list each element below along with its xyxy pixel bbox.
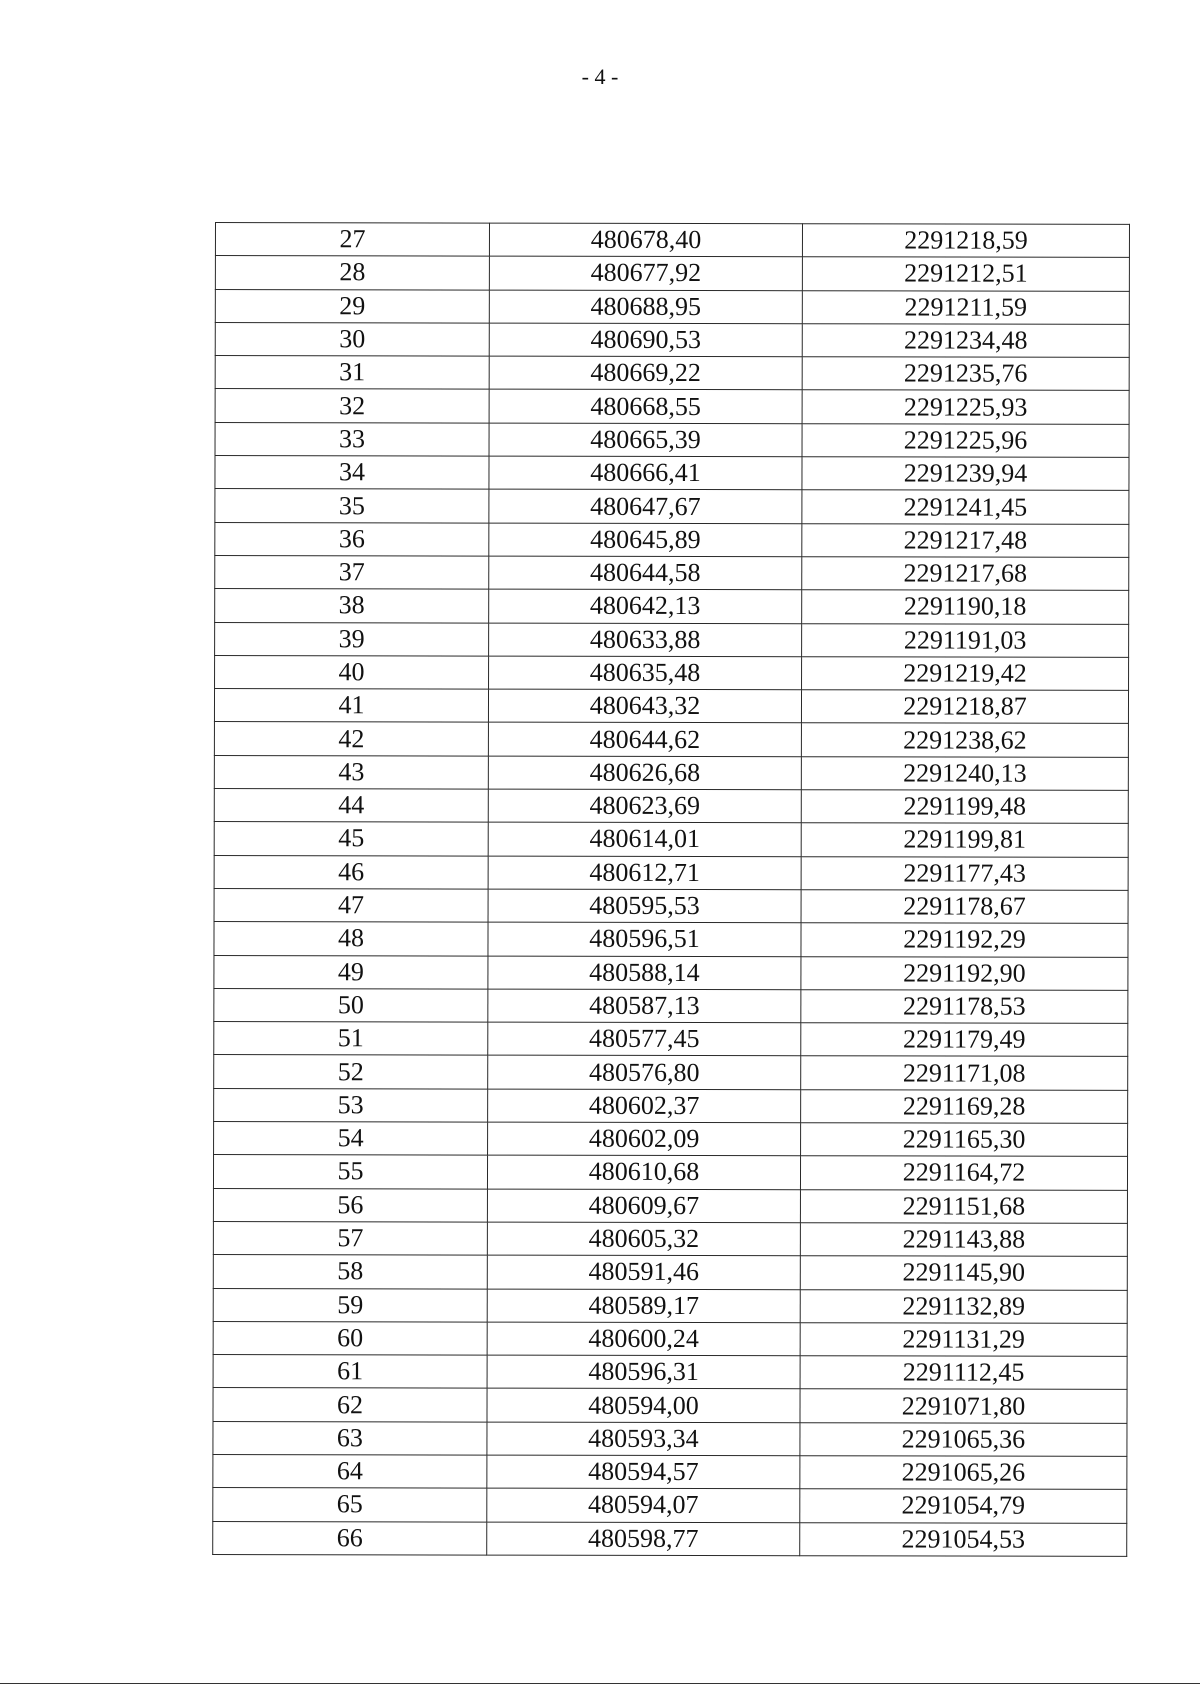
y-coordinate-cell: 2291211,59	[802, 290, 1129, 324]
table-row	[213, 1255, 1127, 1290]
point-number-cell: 59	[213, 1288, 487, 1322]
table-row	[213, 1355, 1127, 1390]
y-coordinate-cell: 2291054,53	[800, 1522, 1127, 1556]
x-coordinate-cell: 480602,37	[488, 1089, 801, 1123]
point-number-cell: 32	[215, 389, 489, 423]
y-coordinate-cell: 2291169,28	[801, 1089, 1128, 1123]
x-coordinate-cell: 480614,01	[488, 822, 801, 856]
y-coordinate-cell: 2291239,94	[802, 457, 1129, 491]
x-coordinate-cell: 480644,58	[489, 556, 802, 590]
y-coordinate-cell: 2291192,29	[801, 923, 1128, 957]
x-coordinate-cell: 480635,48	[489, 656, 802, 690]
point-number-cell: 29	[215, 289, 489, 323]
table-row	[213, 1188, 1127, 1223]
y-coordinate-cell: 2291171,08	[801, 1056, 1128, 1090]
x-coordinate-cell: 480645,89	[489, 523, 802, 557]
table-row	[215, 522, 1129, 557]
point-number-cell: 64	[213, 1454, 487, 1488]
point-number-cell: 66	[213, 1521, 487, 1555]
x-coordinate-cell: 480598,77	[487, 1522, 800, 1556]
coordinates-table-body	[213, 223, 1130, 1557]
x-coordinate-cell: 480677,92	[489, 256, 802, 290]
coordinates-table	[212, 222, 1130, 1557]
table-row	[214, 855, 1128, 890]
x-coordinate-cell: 480610,68	[487, 1155, 800, 1189]
y-coordinate-cell: 2291218,87	[801, 690, 1128, 724]
point-number-cell: 36	[215, 522, 489, 556]
point-number-cell: 44	[214, 789, 488, 823]
y-coordinate-cell: 2291225,93	[802, 390, 1129, 424]
point-number-cell: 60	[213, 1321, 487, 1355]
point-number-cell: 28	[215, 256, 489, 290]
point-number-cell: 41	[214, 689, 488, 723]
y-coordinate-cell: 2291212,51	[802, 257, 1129, 291]
point-number-cell: 53	[214, 1088, 488, 1122]
table-row	[215, 456, 1129, 491]
y-coordinate-cell: 2291131,29	[800, 1323, 1127, 1357]
point-number-cell: 43	[214, 755, 488, 789]
x-coordinate-cell: 480669,22	[489, 356, 802, 390]
table-row	[213, 1454, 1127, 1489]
table-row	[214, 1022, 1128, 1057]
table-row	[215, 389, 1129, 424]
y-coordinate-cell: 2291219,42	[802, 657, 1129, 691]
x-coordinate-cell: 480594,00	[487, 1388, 800, 1422]
point-number-cell: 47	[214, 888, 488, 922]
x-coordinate-cell: 480666,41	[489, 456, 802, 490]
table-row	[214, 755, 1128, 790]
point-number-cell: 63	[213, 1421, 487, 1455]
table-row	[215, 489, 1129, 524]
point-number-cell: 55	[213, 1155, 487, 1189]
table-row	[214, 955, 1128, 990]
table-row	[214, 822, 1128, 857]
y-coordinate-cell: 2291240,13	[801, 756, 1128, 790]
point-number-cell: 48	[214, 922, 488, 956]
x-coordinate-cell: 480589,17	[487, 1289, 800, 1323]
x-coordinate-cell: 480668,55	[489, 390, 802, 424]
point-number-cell: 49	[214, 955, 488, 989]
x-coordinate-cell: 480591,46	[487, 1255, 800, 1289]
table-row	[213, 1488, 1127, 1523]
y-coordinate-cell: 2291054,79	[800, 1489, 1127, 1523]
table-row	[215, 622, 1129, 657]
table-row	[214, 988, 1128, 1023]
x-coordinate-cell: 480626,68	[488, 756, 801, 790]
point-number-cell: 38	[215, 589, 489, 623]
y-coordinate-cell: 2291178,67	[801, 890, 1128, 924]
y-coordinate-cell: 2291235,76	[802, 357, 1129, 391]
table-row	[214, 888, 1128, 923]
point-number-cell: 57	[213, 1221, 487, 1255]
table-row	[214, 1055, 1128, 1090]
x-coordinate-cell: 480596,51	[488, 922, 801, 956]
table-row	[215, 555, 1129, 590]
point-number-cell: 52	[214, 1055, 488, 1089]
y-coordinate-cell: 2291190,18	[802, 590, 1129, 624]
point-number-cell: 37	[215, 555, 489, 589]
point-number-cell: 42	[214, 722, 488, 756]
y-coordinate-cell: 2291065,26	[800, 1456, 1127, 1490]
x-coordinate-cell: 480623,69	[488, 789, 801, 823]
x-coordinate-cell: 480688,95	[489, 290, 802, 324]
table-row	[213, 1421, 1127, 1456]
point-number-cell: 58	[213, 1255, 487, 1289]
x-coordinate-cell: 480577,45	[488, 1022, 801, 1056]
y-coordinate-cell: 2291143,88	[800, 1223, 1127, 1257]
point-number-cell: 56	[213, 1188, 487, 1222]
x-coordinate-cell: 480647,67	[489, 489, 802, 523]
point-number-cell: 27	[215, 223, 489, 257]
y-coordinate-cell: 2291217,48	[802, 523, 1129, 557]
page-bottom-rule	[0, 1683, 1200, 1684]
point-number-cell: 45	[214, 822, 488, 856]
x-coordinate-cell: 480678,40	[489, 223, 802, 257]
x-coordinate-cell: 480594,07	[487, 1488, 800, 1522]
table-row	[215, 289, 1129, 324]
y-coordinate-cell: 2291151,68	[800, 1189, 1127, 1223]
table-row	[213, 1221, 1127, 1256]
point-number-cell: 62	[213, 1388, 487, 1422]
x-coordinate-cell: 480594,57	[487, 1455, 800, 1489]
x-coordinate-cell: 480665,39	[489, 423, 802, 457]
point-number-cell: 35	[215, 489, 489, 523]
y-coordinate-cell: 2291177,43	[801, 856, 1128, 890]
point-number-cell: 65	[213, 1488, 487, 1522]
x-coordinate-cell: 480612,71	[488, 856, 801, 890]
table-row	[213, 1288, 1127, 1323]
table-row	[214, 789, 1128, 824]
y-coordinate-cell: 2291145,90	[800, 1256, 1127, 1290]
table-row	[215, 356, 1129, 391]
y-coordinate-cell: 2291238,62	[801, 723, 1128, 757]
y-coordinate-cell: 2291234,48	[802, 324, 1129, 358]
y-coordinate-cell: 2291164,72	[800, 1156, 1127, 1190]
y-coordinate-cell: 2291165,30	[801, 1123, 1128, 1157]
table-row	[213, 1521, 1127, 1556]
y-coordinate-cell: 2291225,96	[802, 424, 1129, 458]
point-number-cell: 61	[213, 1355, 487, 1389]
x-coordinate-cell: 480643,32	[488, 689, 801, 723]
table-row	[215, 589, 1129, 624]
point-number-cell: 46	[214, 855, 488, 889]
y-coordinate-cell: 2291112,45	[800, 1356, 1127, 1390]
y-coordinate-cell: 2291065,36	[800, 1422, 1127, 1456]
page-number: - 4 -	[581, 64, 619, 89]
table-row	[215, 655, 1129, 690]
x-coordinate-cell: 480644,62	[488, 723, 801, 757]
y-coordinate-cell: 2291178,53	[801, 990, 1128, 1024]
y-coordinate-cell: 2291217,68	[802, 557, 1129, 591]
x-coordinate-cell: 480600,24	[487, 1322, 800, 1356]
point-number-cell: 40	[215, 655, 489, 689]
x-coordinate-cell: 480576,80	[488, 1055, 801, 1089]
table-row	[214, 922, 1128, 957]
y-coordinate-cell: 2291071,80	[800, 1389, 1127, 1423]
x-coordinate-cell: 480602,09	[488, 1122, 801, 1156]
x-coordinate-cell: 480642,13	[489, 589, 802, 623]
point-number-cell: 33	[215, 422, 489, 456]
table-row	[215, 322, 1129, 357]
y-coordinate-cell: 2291132,89	[800, 1289, 1127, 1323]
x-coordinate-cell: 480605,32	[487, 1222, 800, 1256]
table-row	[213, 1321, 1127, 1356]
y-coordinate-cell: 2291192,90	[801, 956, 1128, 990]
x-coordinate-cell: 480609,67	[487, 1189, 800, 1223]
x-coordinate-cell: 480595,53	[488, 889, 801, 923]
x-coordinate-cell: 480690,53	[489, 323, 802, 357]
table-row	[213, 1388, 1127, 1423]
x-coordinate-cell: 480593,34	[487, 1422, 800, 1456]
table-row	[214, 1122, 1128, 1157]
point-number-cell: 30	[215, 322, 489, 356]
x-coordinate-cell: 480633,88	[489, 623, 802, 657]
point-number-cell: 51	[214, 1022, 488, 1056]
y-coordinate-cell: 2291199,81	[801, 823, 1128, 857]
x-coordinate-cell: 480587,13	[488, 989, 801, 1023]
point-number-cell: 39	[215, 622, 489, 656]
table-row	[214, 689, 1128, 724]
table-row	[214, 722, 1128, 757]
y-coordinate-cell: 2291241,45	[802, 490, 1129, 524]
y-coordinate-cell: 2291199,48	[801, 790, 1128, 824]
table-row	[214, 1088, 1128, 1123]
x-coordinate-cell: 480588,14	[488, 956, 801, 990]
point-number-cell: 54	[214, 1122, 488, 1156]
table-row	[215, 422, 1129, 457]
table-row	[215, 223, 1129, 258]
y-coordinate-cell: 2291218,59	[802, 224, 1129, 258]
point-number-cell: 34	[215, 456, 489, 490]
y-coordinate-cell: 2291179,49	[801, 1023, 1128, 1057]
table-row	[215, 256, 1129, 291]
table-row	[213, 1155, 1127, 1190]
x-coordinate-cell: 480596,31	[487, 1355, 800, 1389]
point-number-cell: 50	[214, 988, 488, 1022]
point-number-cell: 31	[215, 356, 489, 390]
y-coordinate-cell: 2291191,03	[802, 623, 1129, 657]
